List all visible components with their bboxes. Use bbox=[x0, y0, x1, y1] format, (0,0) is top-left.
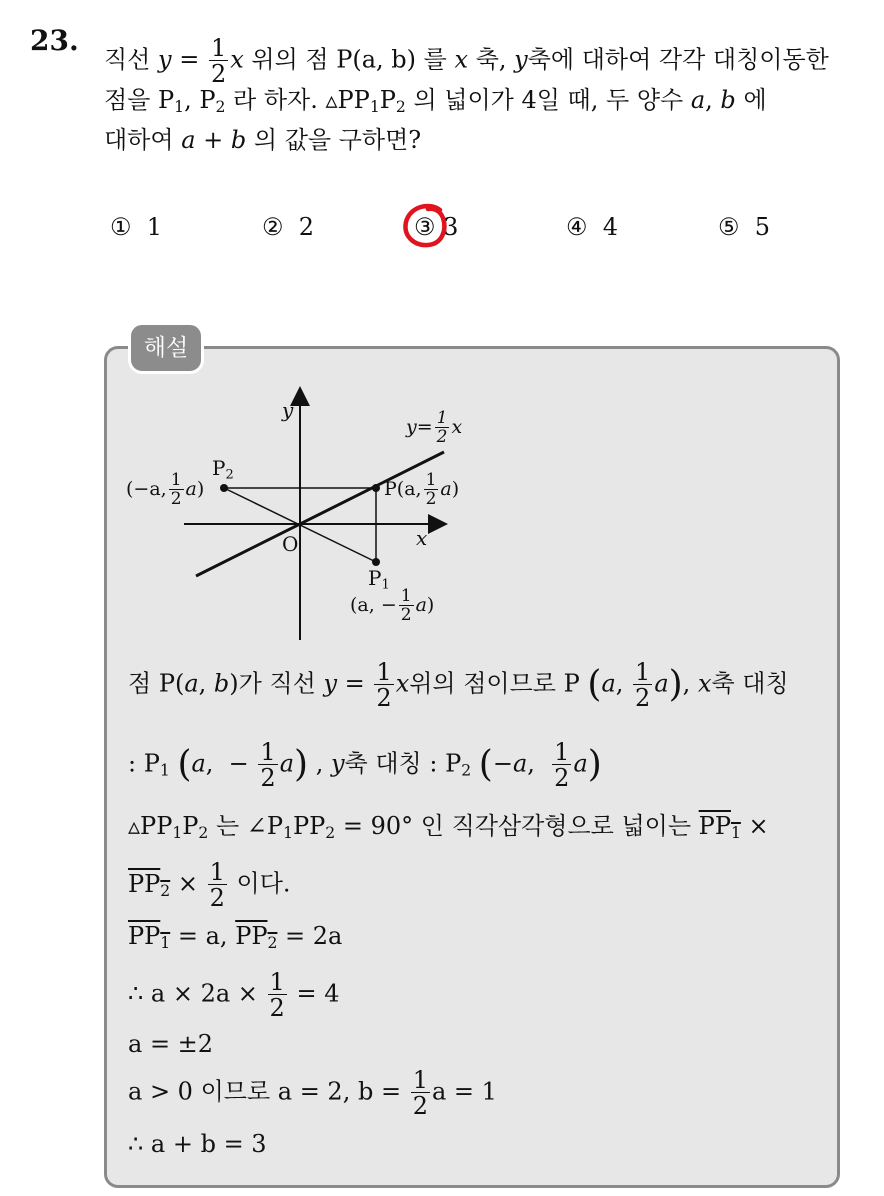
solution-line-7: a = ±2 bbox=[128, 1030, 214, 1058]
solution-tag: 해설 bbox=[128, 322, 204, 374]
solution-line-5: $PP_1 = a$, $PP_2 = 2a$ bbox=[128, 922, 343, 952]
q-text: 축에 대하여 각각 대칭이동한 bbox=[527, 45, 829, 74]
solution-line-8: a > 0 이므로 a = 2, b = $\frac{1}{2}$ a = 1 bbox=[128, 1066, 497, 1120]
P1-coordinate: (a, − $\frac{1}{2}$ a) bbox=[350, 586, 435, 625]
q-text: , bbox=[705, 86, 713, 114]
question-line-1: 직선 y = $\frac{1}{2}$ x 위의 점 P(a, b) 를 x 축, y축에 대하여 각각 대칭이동한 bbox=[104, 34, 829, 88]
origin-label: O bbox=[282, 532, 299, 556]
var-b: b bbox=[720, 86, 736, 114]
selected-answer-circle-icon bbox=[400, 200, 452, 252]
choice-1[interactable]: ① 1 bbox=[110, 213, 163, 241]
choice-5[interactable]: ⑤ 5 bbox=[718, 213, 771, 241]
q-text: 위의 점 P(a, b) 를 bbox=[251, 45, 447, 74]
point-P1 bbox=[372, 558, 380, 566]
P2-label: $P_2$ bbox=[212, 456, 234, 483]
x-axis-label: x bbox=[416, 526, 428, 550]
line-equation-label: y= $\frac{1}{2}$ x bbox=[406, 408, 463, 447]
q-text: 에 bbox=[743, 86, 767, 114]
solution-line-4: $PP_2$ × $\frac{1}{2}$ 이다. bbox=[128, 858, 291, 912]
solution-line-9: ∴ a + b = 3 bbox=[128, 1130, 267, 1158]
solution-line-6: ∴ a × 2a × $\frac{1}{2}$ = 4 bbox=[128, 968, 340, 1022]
point-P2 bbox=[220, 484, 228, 492]
solution-line-1: 점 P(a, b)가 직선 y = $\frac{1}{2}$ x위의 점이므로 P (a, $\frac{1}{2}$ a), x축 대칭 bbox=[128, 658, 789, 712]
solution-line-2: : $P_1$ (a, − $\frac{1}{2}$ a) , y축 대칭 : $P_2$ (−a, $\frac{1}{2}$ a) bbox=[128, 738, 602, 792]
question-line-3: 대하여 a + b 의 값을 구하면? bbox=[104, 126, 422, 154]
q-text: 라 하자. ▵PP bbox=[233, 86, 370, 114]
q-text: , P bbox=[184, 86, 216, 114]
point-P bbox=[372, 484, 380, 492]
choice-4[interactable]: ④ 4 bbox=[566, 213, 619, 241]
fraction-half: $\frac{1}{2}$ bbox=[210, 34, 227, 88]
var-a: a bbox=[690, 86, 706, 114]
q-text: 대하여 bbox=[104, 126, 174, 154]
solution-line-3: $▵PP_1P_2$ 는 $\angle P_1PP_2 = 90^\circ$ 인 직각삼각형으로 넓이는 $PP_1$ × bbox=[128, 812, 769, 842]
q-text: 의 값을 구하면? bbox=[253, 126, 422, 154]
var-y: y bbox=[158, 45, 172, 74]
choice-2[interactable]: ② 2 bbox=[262, 213, 315, 241]
q-text: 직선 bbox=[104, 45, 151, 74]
q-text: P bbox=[379, 86, 396, 114]
question-number: 23. bbox=[30, 24, 79, 57]
q-text: 축, bbox=[475, 45, 507, 74]
P2-coordinate: (−a, $\frac{1}{2}$ a) bbox=[126, 470, 205, 509]
q-text: 점을 P bbox=[104, 86, 175, 114]
q-text: 의 넓이가 4일 때, 두 양수 bbox=[413, 86, 684, 114]
choice-3[interactable]: ③ 3 bbox=[414, 213, 459, 241]
P-coordinate: P(a, $\frac{1}{2}$ a) bbox=[384, 470, 460, 509]
question-line-2: 점을 $P_1$, $P_2$ 라 하자. $▵PP_1P_2$ 의 넓이가 4일 때, 두 양수 a, b 에 bbox=[104, 86, 767, 116]
P1-label: $P_1$ bbox=[368, 566, 390, 593]
y-axis-label: y bbox=[282, 398, 294, 422]
